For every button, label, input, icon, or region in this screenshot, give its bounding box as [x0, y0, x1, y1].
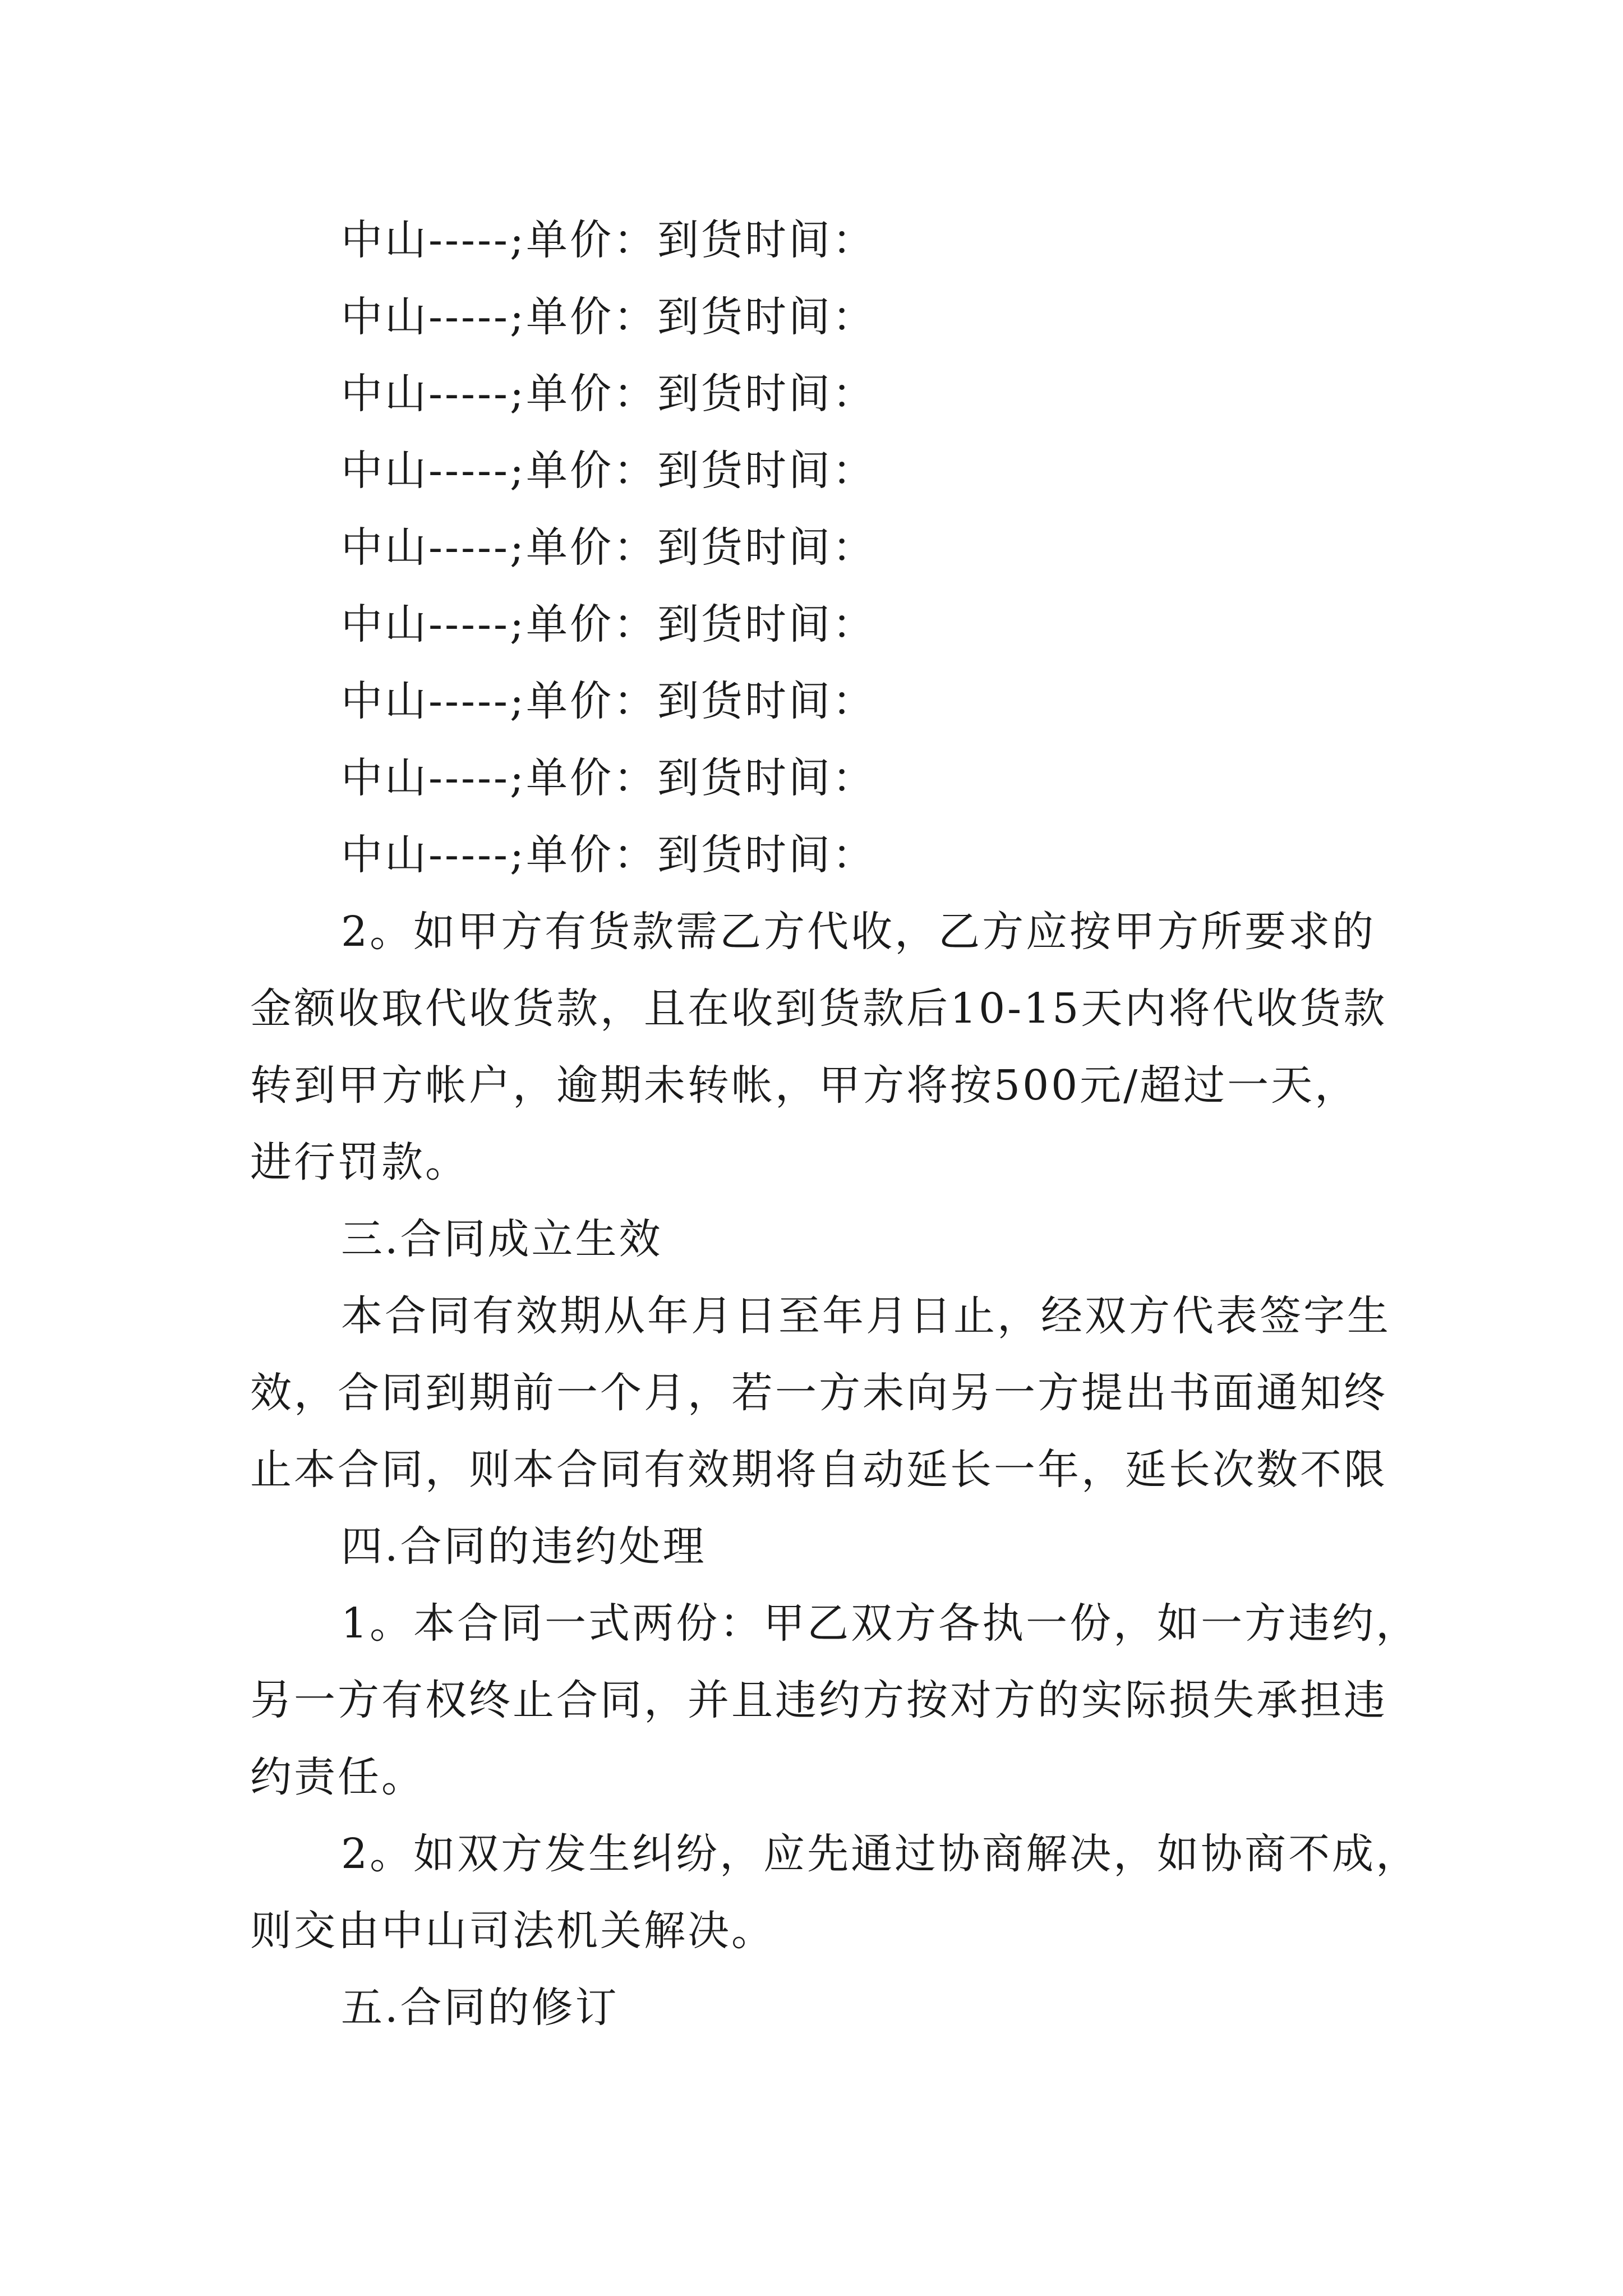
- section-4-clause-1-text: 另一方有权终止合同，并且违约方按对方的实际损失承担违: [250, 1676, 1387, 1724]
- clause-2-text: 转到甲方帐户，逾期未转帐，甲方将按500元/超过一天，: [250, 1061, 1359, 1110]
- section-4-clause-2-text: 则交由中山司法机关解决。: [250, 1907, 775, 1955]
- section-3-text: 止本合同，则本合同有效期将自动延长一年，延长次数不限: [250, 1446, 1387, 1494]
- clause-2-text: 金额收取代收货款，且在收到货款后10-15天内将代收货款: [250, 984, 1387, 1033]
- section-3-heading: 三.合同成立生效: [341, 1215, 663, 1263]
- price-line: 中山-----;单价：到货时间：: [341, 447, 876, 495]
- section-3-text: 效，合同到期前一个月，若一方未向另一方提出书面通知终: [250, 1369, 1387, 1417]
- section-4-heading: 四.合同的违约处理: [341, 1522, 707, 1571]
- section-4-clause-2-text: 2。如双方发生纠纷，应先通过协商解决，如协商不成，: [341, 1830, 1420, 1878]
- price-line: 中山-----;单价：到货时间：: [341, 754, 876, 802]
- clause-2-text: 2。如甲方有货款需乙方代收，乙方应按甲方所要求的: [341, 908, 1376, 956]
- section-5-heading: 五.合同的修订: [341, 1984, 619, 2032]
- section-3-text: 本合同有效期从年月日至年月日止，经双方代表签字生: [341, 1292, 1391, 1340]
- price-line: 中山-----;单价：到货时间：: [341, 370, 876, 418]
- price-line: 中山-----;单价：到货时间：: [341, 677, 876, 725]
- price-line: 中山-----;单价：到货时间：: [341, 293, 876, 341]
- clause-2-text: 进行罚款。: [250, 1138, 469, 1186]
- document-body: [250, 202, 1420, 2046]
- price-line: 中山-----;单价：到货时间：: [341, 831, 876, 879]
- price-line: 中山-----;单价：到货时间：: [341, 523, 876, 572]
- section-4-clause-1-text: 约责任。: [250, 1753, 425, 1801]
- section-4-clause-1-text: 1。本合同一式两份：甲乙双方各执一份，如一方违约，: [341, 1599, 1420, 1648]
- price-line: 中山-----;单价：到货时间：: [341, 216, 876, 264]
- price-line: 中山-----;单价：到货时间：: [341, 600, 876, 648]
